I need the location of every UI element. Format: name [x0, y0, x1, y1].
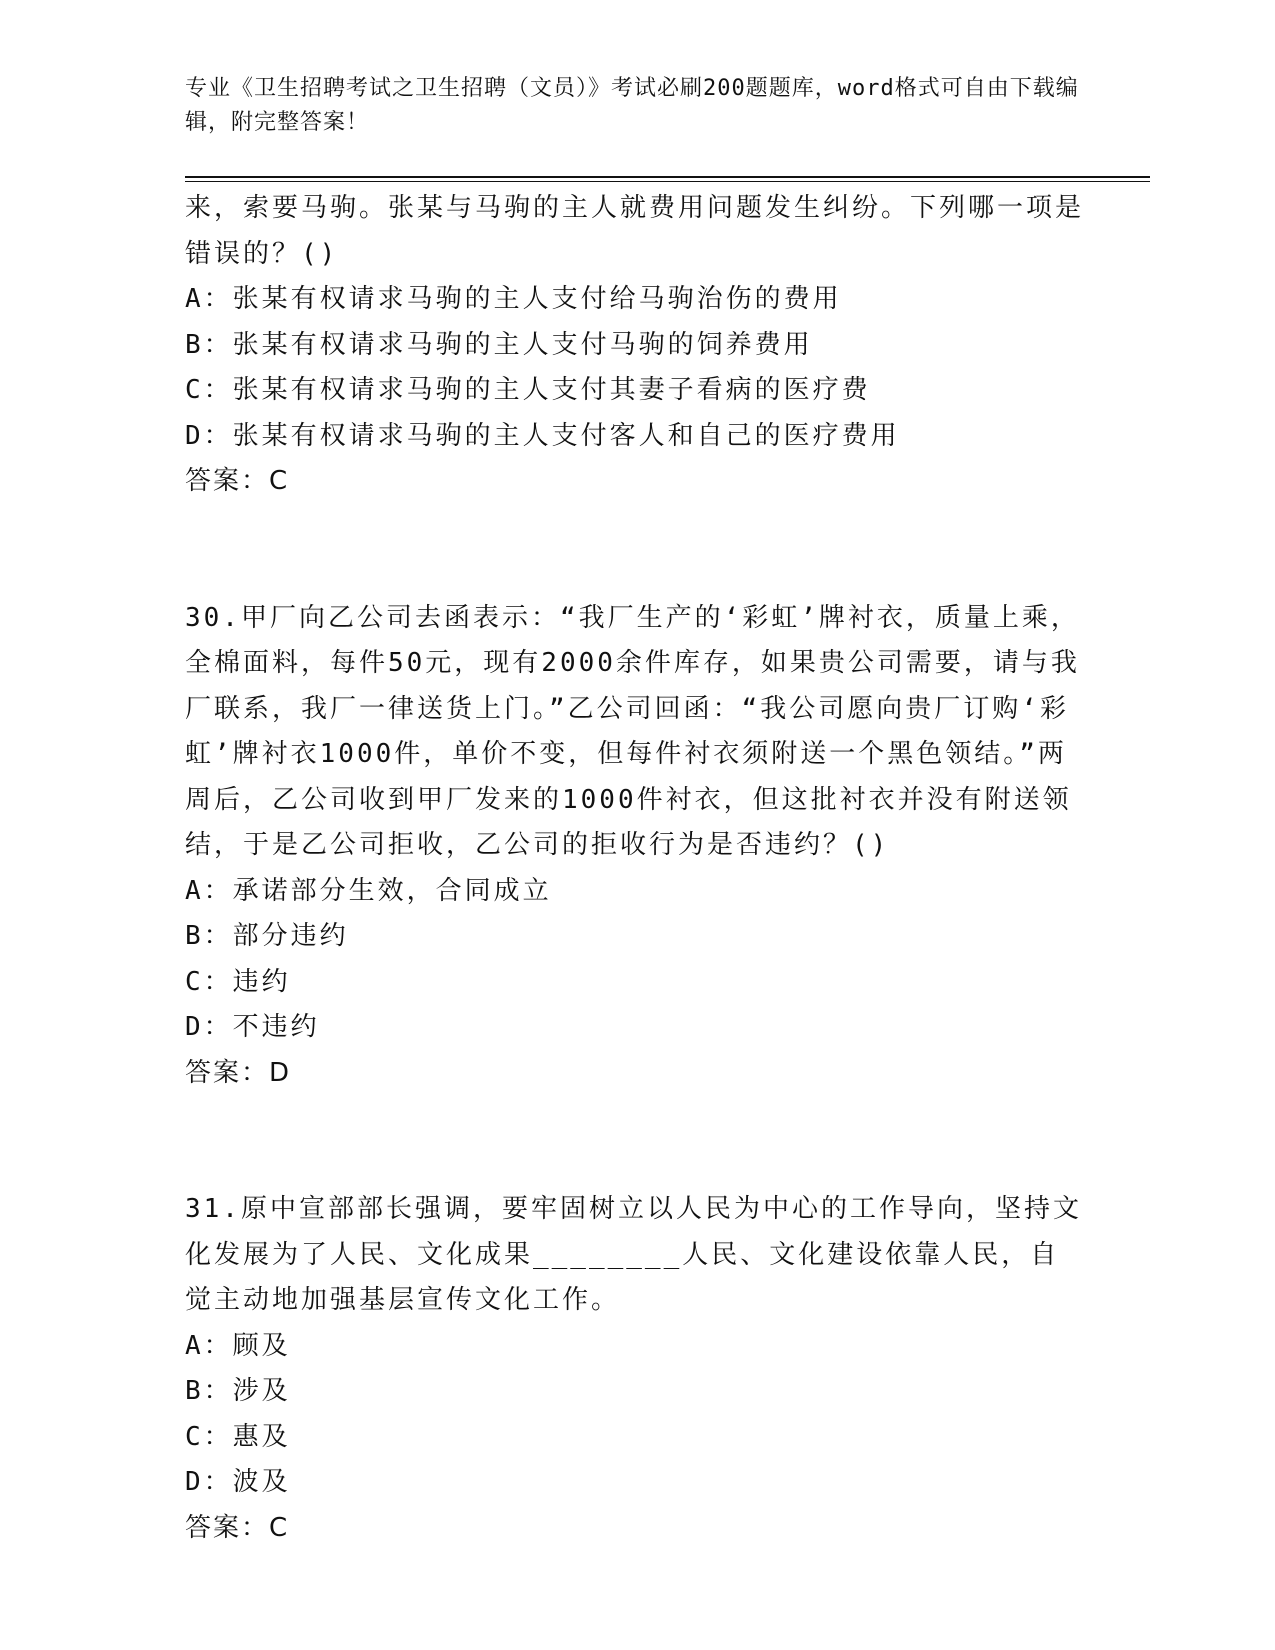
- question-block: [185, 1187, 1085, 1551]
- answer-line: 答案：D: [185, 1057, 292, 1088]
- option-c: C：张某有权请求马驹的主人支付其妻子看病的医疗费: [185, 375, 871, 405]
- option-d: D：不违约: [185, 1012, 320, 1042]
- option-a: A：承诺部分生效，合同成立: [185, 875, 552, 906]
- question-stem: 30.甲厂向乙公司去函表示：“我厂生产的‘彩虹’牌衬衣，质量上乘，全棉面料，每件50元，现有2000余件库存，如果贵公司需要，请与我厂联系，我厂一律送货上门。”乙公司回函：“我公司愿向贵厂订购‘彩虹’牌衬衣1000件，单价不变，但每件衬衣须附送一个黑色领结。”两周后，乙公司收到甲厂发来的1000件衬衣，但这批衬衣并没有附送领结，于是乙公司拒收，乙公司的拒收行为是否违约？(): [185, 602, 1080, 860]
- spacer: [185, 505, 1085, 596]
- question-block: [185, 596, 1085, 1097]
- header-rule-thick: [185, 176, 1150, 178]
- question-stem: 31.原中宣部部长强调，要牢固树立以人民为中心的工作导向，坚持文化发展为了人民、文化成果________人民、文化建设依靠人民，自觉主动地加强基层宣传文化工作。: [185, 1194, 1082, 1315]
- option-a: A：顾及: [185, 1330, 291, 1361]
- option-b: B：张某有权请求马驹的主人支付马驹的饲养费用: [185, 329, 813, 360]
- option-c: C：惠及: [185, 1421, 291, 1452]
- question-content: [185, 186, 1085, 1551]
- document-header: 专业《卫生招聘考试之卫生招聘（文员）》考试必刷200题题库，word格式可自由下载编辑，附完整答案！: [185, 76, 1079, 135]
- option-d: D：张某有权请求马驹的主人支付客人和自己的医疗费用: [185, 420, 900, 451]
- answer-line: 答案：C: [185, 466, 290, 496]
- option-c: C：违约: [185, 966, 291, 997]
- question-stem: 来，索要马驹。张某与马驹的主人就费用问题发生纠纷。下列哪一项是错误的？(): [185, 193, 1085, 269]
- answer-line: 答案：C: [185, 1512, 290, 1543]
- spacer: [185, 1096, 1085, 1187]
- option-b: B：涉及: [185, 1376, 291, 1406]
- header-rule-thin: [185, 181, 1150, 182]
- option-d: D：波及: [185, 1467, 291, 1497]
- option-a: A：张某有权请求马驹的主人支付给马驹治伤的费用: [185, 284, 842, 314]
- question-block: [185, 186, 1085, 505]
- option-b: B：部分违约: [185, 921, 349, 951]
